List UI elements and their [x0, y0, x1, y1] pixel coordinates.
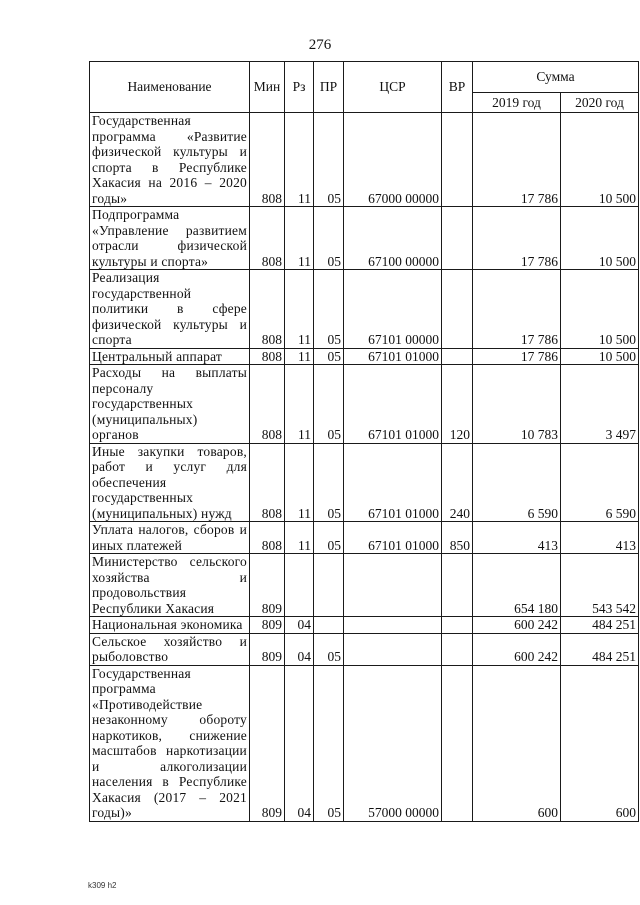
cell-rz: 11: [285, 113, 314, 207]
cell-pr: 05: [314, 443, 344, 522]
header-vr: ВР: [442, 62, 473, 113]
budget-table: [89, 61, 639, 822]
cell-vr: [442, 348, 473, 365]
cell-rz: 11: [285, 348, 314, 365]
cell-vr: 120: [442, 365, 473, 444]
cell-amount-2019: 17 786: [473, 207, 561, 270]
cell-pr: 05: [314, 113, 344, 207]
cell-vr: 850: [442, 522, 473, 554]
cell-csr: [344, 554, 442, 617]
cell-min: 808: [250, 443, 285, 522]
cell-amount-2020: 10 500: [561, 113, 639, 207]
cell-vr: [442, 665, 473, 821]
cell-amount-2019: 600: [473, 665, 561, 821]
header-rz: Рз: [285, 62, 314, 113]
header-min: Мин: [250, 62, 285, 113]
cell-pr: [314, 617, 344, 634]
page-number: 276: [308, 37, 332, 53]
table-row: [90, 443, 639, 522]
header-sum: Сумма: [473, 62, 639, 93]
cell-pr: [314, 554, 344, 617]
cell-rz: 11: [285, 522, 314, 554]
cell-csr: 67101 01000: [344, 365, 442, 444]
cell-csr: [344, 617, 442, 634]
cell-amount-2020: 10 500: [561, 207, 639, 270]
cell-pr: 05: [314, 207, 344, 270]
header-pr: ПР: [314, 62, 344, 113]
cell-amount-2019: 654 180: [473, 554, 561, 617]
cell-csr: 67101 01000: [344, 348, 442, 365]
cell-amount-2019: 413: [473, 522, 561, 554]
cell-amount-2020: 6 590: [561, 443, 639, 522]
cell-amount-2020: 543 542: [561, 554, 639, 617]
cell-min: 809: [250, 554, 285, 617]
cell-amount-2020: 10 500: [561, 270, 639, 349]
table-body: [90, 113, 639, 822]
cell-min: 809: [250, 665, 285, 821]
cell-amount-2020: 413: [561, 522, 639, 554]
table-row: [90, 113, 639, 207]
cell-csr: 67101 00000: [344, 270, 442, 349]
cell-name: Иные закупки товаров, работ и услуг для обеспечения государственных (муниципальных) нужд: [90, 443, 250, 522]
cell-min: 808: [250, 348, 285, 365]
cell-rz: 04: [285, 665, 314, 821]
cell-csr: 67101 01000: [344, 443, 442, 522]
cell-name: Расходы на выплаты персоналу государственных (муниципальных) органов: [90, 365, 250, 444]
cell-name: Национальная экономика: [90, 617, 250, 634]
cell-amount-2019: 6 590: [473, 443, 561, 522]
cell-min: 809: [250, 633, 285, 665]
table-row: [90, 617, 639, 634]
header-name: Наименование: [90, 62, 250, 113]
cell-amount-2019: 600 242: [473, 617, 561, 634]
cell-pr: 05: [314, 633, 344, 665]
table-row: [90, 348, 639, 365]
cell-min: 808: [250, 113, 285, 207]
cell-amount-2019: 17 786: [473, 113, 561, 207]
cell-vr: [442, 633, 473, 665]
cell-min: 809: [250, 617, 285, 634]
cell-pr: 05: [314, 348, 344, 365]
cell-pr: 05: [314, 270, 344, 349]
table-row: [90, 633, 639, 665]
table-row: [90, 522, 639, 554]
cell-vr: 240: [442, 443, 473, 522]
cell-amount-2019: 600 242: [473, 633, 561, 665]
cell-min: 808: [250, 270, 285, 349]
cell-amount-2020: 484 251: [561, 617, 639, 634]
cell-vr: [442, 554, 473, 617]
cell-rz: 11: [285, 443, 314, 522]
header-csr: ЦСР: [344, 62, 442, 113]
cell-csr: 57000 00000: [344, 665, 442, 821]
cell-pr: 05: [314, 365, 344, 444]
table-row: [90, 665, 639, 821]
footer-code: k309 h2: [88, 881, 117, 890]
cell-amount-2019: 10 783: [473, 365, 561, 444]
cell-rz: [285, 554, 314, 617]
cell-name: Государственная программа «Развитие физической культуры и спорта в Республике Хакасия на 2016 – 2020 годы»: [90, 113, 250, 207]
table-row: [90, 365, 639, 444]
table-header: [90, 62, 639, 113]
cell-name: Реализация государственной политики в сфере физической культуры и спорта: [90, 270, 250, 349]
cell-csr: 67101 01000: [344, 522, 442, 554]
cell-amount-2019: 17 786: [473, 348, 561, 365]
cell-vr: [442, 270, 473, 349]
cell-name: Уплата налогов, сборов и иных платежей: [90, 522, 250, 554]
cell-min: 808: [250, 522, 285, 554]
header-2019: 2019 год: [473, 93, 561, 113]
table-row: [90, 207, 639, 270]
cell-csr: 67100 00000: [344, 207, 442, 270]
cell-csr: 67000 00000: [344, 113, 442, 207]
header-2020: 2020 год: [561, 93, 639, 113]
cell-name: Центральный аппарат: [90, 348, 250, 365]
cell-pr: 05: [314, 522, 344, 554]
cell-min: 808: [250, 365, 285, 444]
cell-amount-2020: 600: [561, 665, 639, 821]
cell-name: Государственная программа «Противодействие незаконному обороту наркотиков, снижение масштабов наркотизации и алкоголизации населения в Республике Хакасия (2017 – 2021 годы)»: [90, 665, 250, 821]
cell-min: 808: [250, 207, 285, 270]
cell-rz: 11: [285, 270, 314, 349]
cell-vr: [442, 113, 473, 207]
cell-vr: [442, 617, 473, 634]
cell-rz: 11: [285, 365, 314, 444]
table-row: [90, 554, 639, 617]
cell-rz: 04: [285, 617, 314, 634]
cell-name: Подпрограмма «Управление развитием отрасли физической культуры и спорта»: [90, 207, 250, 270]
cell-amount-2019: 17 786: [473, 270, 561, 349]
cell-pr: 05: [314, 665, 344, 821]
cell-vr: [442, 207, 473, 270]
cell-amount-2020: 484 251: [561, 633, 639, 665]
cell-amount-2020: 3 497: [561, 365, 639, 444]
cell-rz: 04: [285, 633, 314, 665]
cell-rz: 11: [285, 207, 314, 270]
cell-amount-2020: 10 500: [561, 348, 639, 365]
cell-name: Министерство сельского хозяйства и продовольствия Республики Хакасия: [90, 554, 250, 617]
table-row: [90, 270, 639, 349]
cell-name: Сельское хозяйство и рыболовство: [90, 633, 250, 665]
cell-csr: [344, 633, 442, 665]
